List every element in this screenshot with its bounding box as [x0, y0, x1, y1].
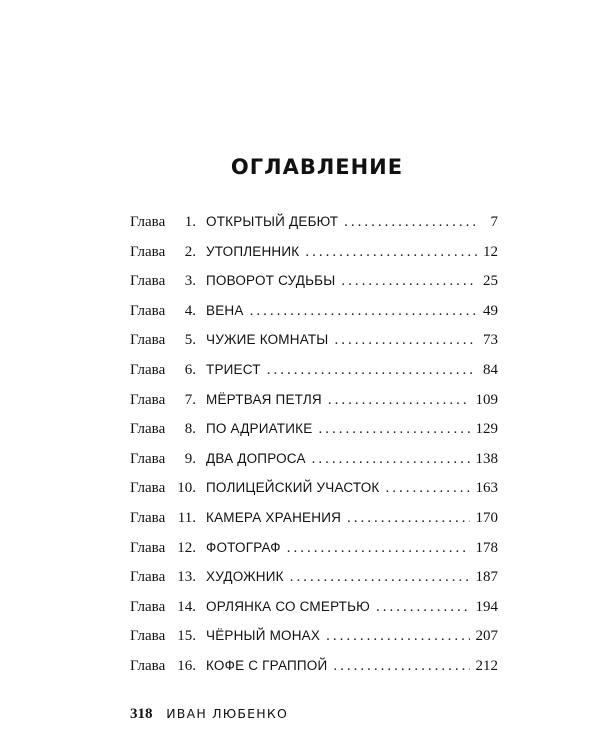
dot-leader	[305, 242, 477, 262]
chapter-title: ПОЛИЦЕЙСКИЙ УЧАСТОК	[206, 480, 380, 496]
dot-leader	[312, 449, 470, 469]
dot-leader	[290, 567, 470, 587]
toc-entry[interactable]	[130, 212, 498, 242]
chapter-word: Глава	[130, 361, 166, 378]
page-title: ОГЛАВЛЕНИЕ	[230, 155, 404, 179]
chapter-title: УТОПЛЕННИК	[206, 243, 300, 259]
chapter-title: ДВА ДОПРОСА	[206, 450, 306, 466]
toc-entry[interactable]	[130, 626, 498, 656]
chapter-number: 14.	[177, 598, 196, 615]
chapter-title: ЧУЖИЕ КОМНАТЫ	[206, 332, 329, 348]
chapter-page-number: 163	[475, 480, 498, 497]
chapter-page-number: 194	[475, 598, 498, 615]
toc-entry[interactable]	[130, 330, 498, 360]
chapter-number: 13.	[177, 569, 196, 586]
dot-leader	[287, 538, 470, 558]
dot-leader	[344, 212, 478, 232]
chapter-title: ОРЛЯНКА СО СМЕРТЬЮ	[206, 598, 371, 614]
chapter-title: ТРИЕСТ	[206, 361, 261, 377]
chapter-title: ХУДОЖНИК	[206, 569, 284, 585]
toc-entry[interactable]	[130, 656, 498, 686]
chapter-title: ВЕНА	[206, 302, 244, 318]
chapter-number: 7.	[184, 391, 196, 408]
chapter-word: Глава	[130, 450, 166, 467]
toc-entry[interactable]	[130, 360, 498, 390]
chapter-word: Глава	[130, 657, 166, 674]
page-number: 318	[130, 706, 153, 722]
page-footer	[130, 706, 288, 723]
chapter-word: Глава	[130, 302, 166, 319]
chapter-title: ПО АДРИАТИКЕ	[206, 421, 313, 437]
chapter-number: 12.	[177, 539, 196, 556]
chapter-page-number: 12	[483, 243, 498, 260]
chapter-word: Глава	[130, 509, 166, 526]
toc-entry[interactable]	[130, 419, 498, 449]
toc-entry[interactable]	[130, 271, 498, 301]
dot-leader	[334, 330, 477, 350]
chapter-word: Глава	[130, 391, 166, 408]
running-head: ИВАН ЛЮБЕНКО	[166, 706, 288, 721]
chapter-number: 5.	[184, 332, 196, 349]
dot-leader	[318, 419, 469, 439]
chapter-number: 1.	[184, 214, 196, 230]
chapter-number: 4.	[184, 302, 196, 319]
dot-leader	[267, 360, 477, 380]
chapter-word: Глава	[130, 569, 166, 586]
chapter-page-number: 138	[475, 450, 498, 467]
chapter-word: Глава	[130, 628, 166, 645]
chapter-title: КАМЕРА ХРАНЕНИЯ	[206, 509, 342, 525]
chapter-page-number: 207	[475, 628, 498, 645]
dot-leader	[385, 478, 469, 498]
chapter-page-number: 109	[475, 391, 498, 408]
chapter-number: 3.	[184, 273, 196, 290]
toc-entry[interactable]	[130, 508, 498, 538]
chapter-page-number: 84	[483, 361, 498, 378]
dot-leader	[347, 508, 469, 528]
chapter-title: КОФЕ С ГРАППОЙ	[206, 657, 328, 673]
toc-entry[interactable]	[130, 301, 498, 331]
chapter-word: Глава	[130, 332, 166, 349]
chapter-word: Глава	[130, 598, 166, 615]
chapter-title: ОТКРЫТЫЙ ДЕБЮТ	[206, 214, 339, 229]
chapter-title: ЧЁРНЫЙ МОНАХ	[206, 628, 321, 644]
chapter-page-number: 73	[483, 332, 498, 349]
chapter-number: 9.	[184, 450, 196, 467]
chapter-number: 10.	[177, 480, 196, 497]
chapter-page-number: 212	[475, 657, 498, 674]
chapter-word: Глава	[130, 421, 166, 438]
chapter-page-number: 178	[475, 539, 498, 556]
chapter-page-number: 187	[475, 569, 498, 586]
chapter-title: МЁРТВАЯ ПЕТЛЯ	[206, 391, 322, 407]
toc-entry[interactable]	[130, 242, 498, 272]
chapter-page-number: 129	[475, 421, 498, 438]
chapter-number: 15.	[177, 628, 196, 645]
chapter-word: Глава	[130, 214, 166, 230]
toc-entry[interactable]	[130, 567, 498, 597]
toc-entry[interactable]	[130, 597, 498, 627]
chapter-number: 11.	[177, 509, 196, 526]
chapter-number: 6.	[184, 361, 196, 378]
toc-entry[interactable]	[130, 538, 498, 568]
toc-entry[interactable]	[130, 390, 498, 420]
chapter-word: Глава	[130, 480, 166, 497]
chapter-word: Глава	[130, 273, 166, 290]
toc-entry[interactable]	[130, 478, 498, 508]
chapter-page-number: 25	[483, 273, 498, 290]
chapter-number: 16.	[177, 657, 196, 674]
dot-leader	[376, 597, 469, 617]
table-of-contents	[130, 212, 498, 686]
chapter-page-number: 170	[475, 509, 498, 526]
dot-leader	[341, 271, 477, 291]
chapter-page-number: 49	[483, 302, 498, 319]
dot-leader	[333, 656, 469, 676]
chapter-title: ПОВОРОТ СУДЬБЫ	[206, 273, 336, 289]
chapter-page-number: 7	[490, 214, 498, 230]
chapter-word: Глава	[130, 539, 166, 556]
dot-leader	[328, 390, 470, 410]
chapter-number: 8.	[184, 421, 196, 438]
toc-entry[interactable]	[130, 449, 498, 479]
chapter-number: 2.	[184, 243, 196, 260]
dot-leader	[250, 301, 477, 321]
chapter-title: ФОТОГРАФ	[206, 539, 281, 555]
dot-leader	[326, 626, 469, 646]
chapter-word: Глава	[130, 243, 166, 260]
